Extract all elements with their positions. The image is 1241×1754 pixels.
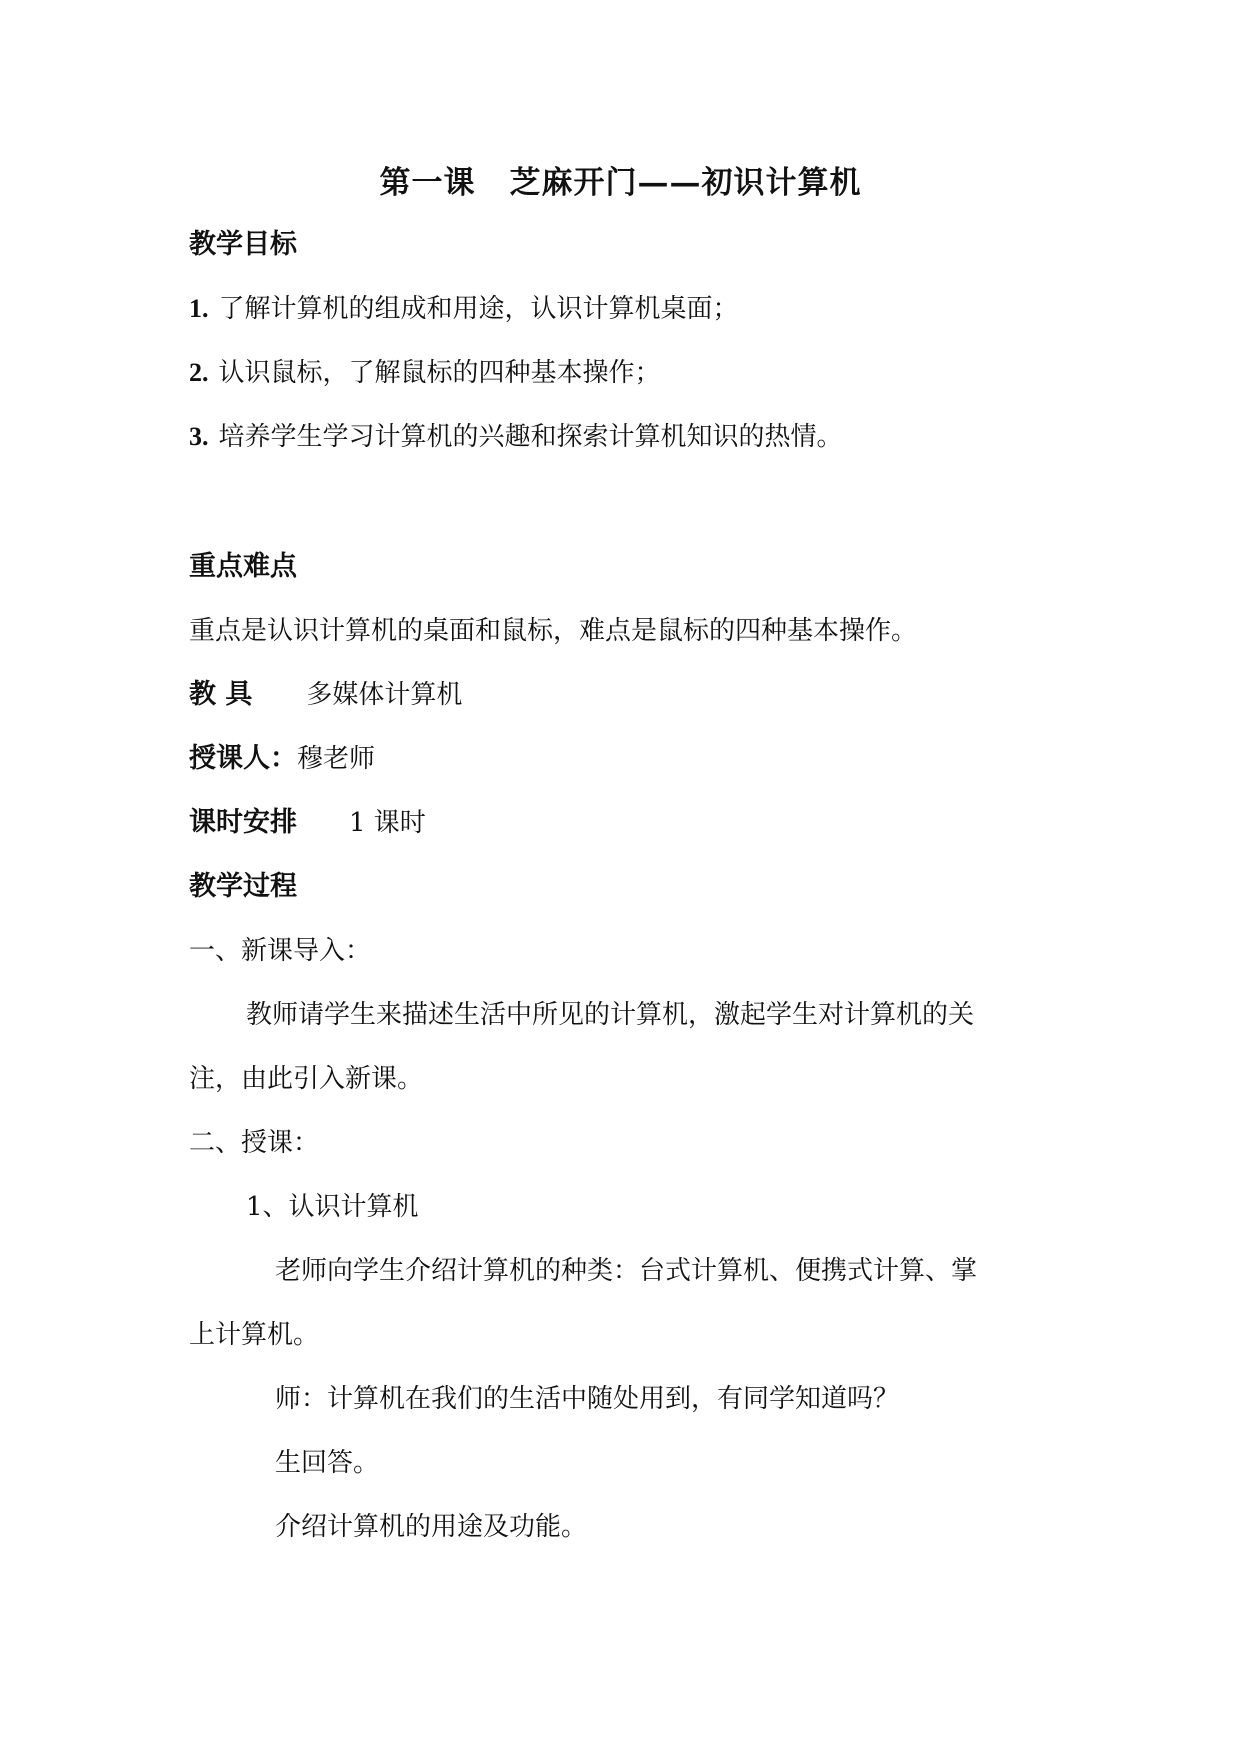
subsection-paragraph-line: 上计算机。 [189,1320,320,1350]
objective-item [189,420,843,454]
schedule-label: 课时安排 [189,807,297,838]
tools-row [189,678,462,712]
objective-text: 培养学生学习计算机的兴趣和探索计算机知识的热情。 [218,422,843,452]
teacher-label: 授课人： [189,743,297,774]
subsection-paragraph-line: 老师向学生介绍计算机的种类：台式计算机、便携式计算、掌 [275,1256,978,1286]
teach-title: 二、授课： [189,1128,320,1158]
tools-value: 多媒体计算机 [306,680,463,710]
title-lesson: 第一课 [379,165,476,201]
schedule-value: 1 课时 [349,808,426,838]
tools-label: 教 具 [189,679,253,710]
objective-number: 3. [189,422,209,451]
intro-paragraph-line: 教师请学生来描述生活中所见的计算机，激起学生对计算机的关 [246,1000,975,1030]
objectives-heading: 教学目标 [189,229,297,260]
key-points-heading: 重点难点 [189,551,297,582]
teacher-row [189,742,375,776]
objective-number: 1. [189,294,209,323]
dialog-line: 师：计算机在我们的生活中随处用到，有同学知道吗？ [275,1384,900,1414]
objective-item [189,356,661,390]
dialog-line: 生回答。 [275,1448,380,1478]
intro-title: 一、新课导入： [189,936,372,966]
subsection-title: 1、认识计算机 [246,1192,419,1222]
objective-text: 了解计算机的组成和用途，认识计算机桌面； [218,294,739,324]
schedule-row [189,806,426,840]
objective-item [189,292,739,326]
process-heading: 教学过程 [189,871,297,902]
key-points-text: 重点是认识计算机的桌面和鼠标，难点是鼠标的四种基本操作。 [189,616,918,646]
title-topic: 芝麻开门——初识计算机 [509,165,862,201]
intro-paragraph-line: 注，由此引入新课。 [189,1064,424,1094]
teacher-value: 穆老师 [297,744,376,774]
dialog-line: 介绍计算机的用途及功能。 [275,1512,588,1542]
objective-text: 认识鼠标，了解鼠标的四种基本操作； [218,358,661,388]
page-title [0,166,1241,200]
objective-number: 2. [189,358,209,387]
